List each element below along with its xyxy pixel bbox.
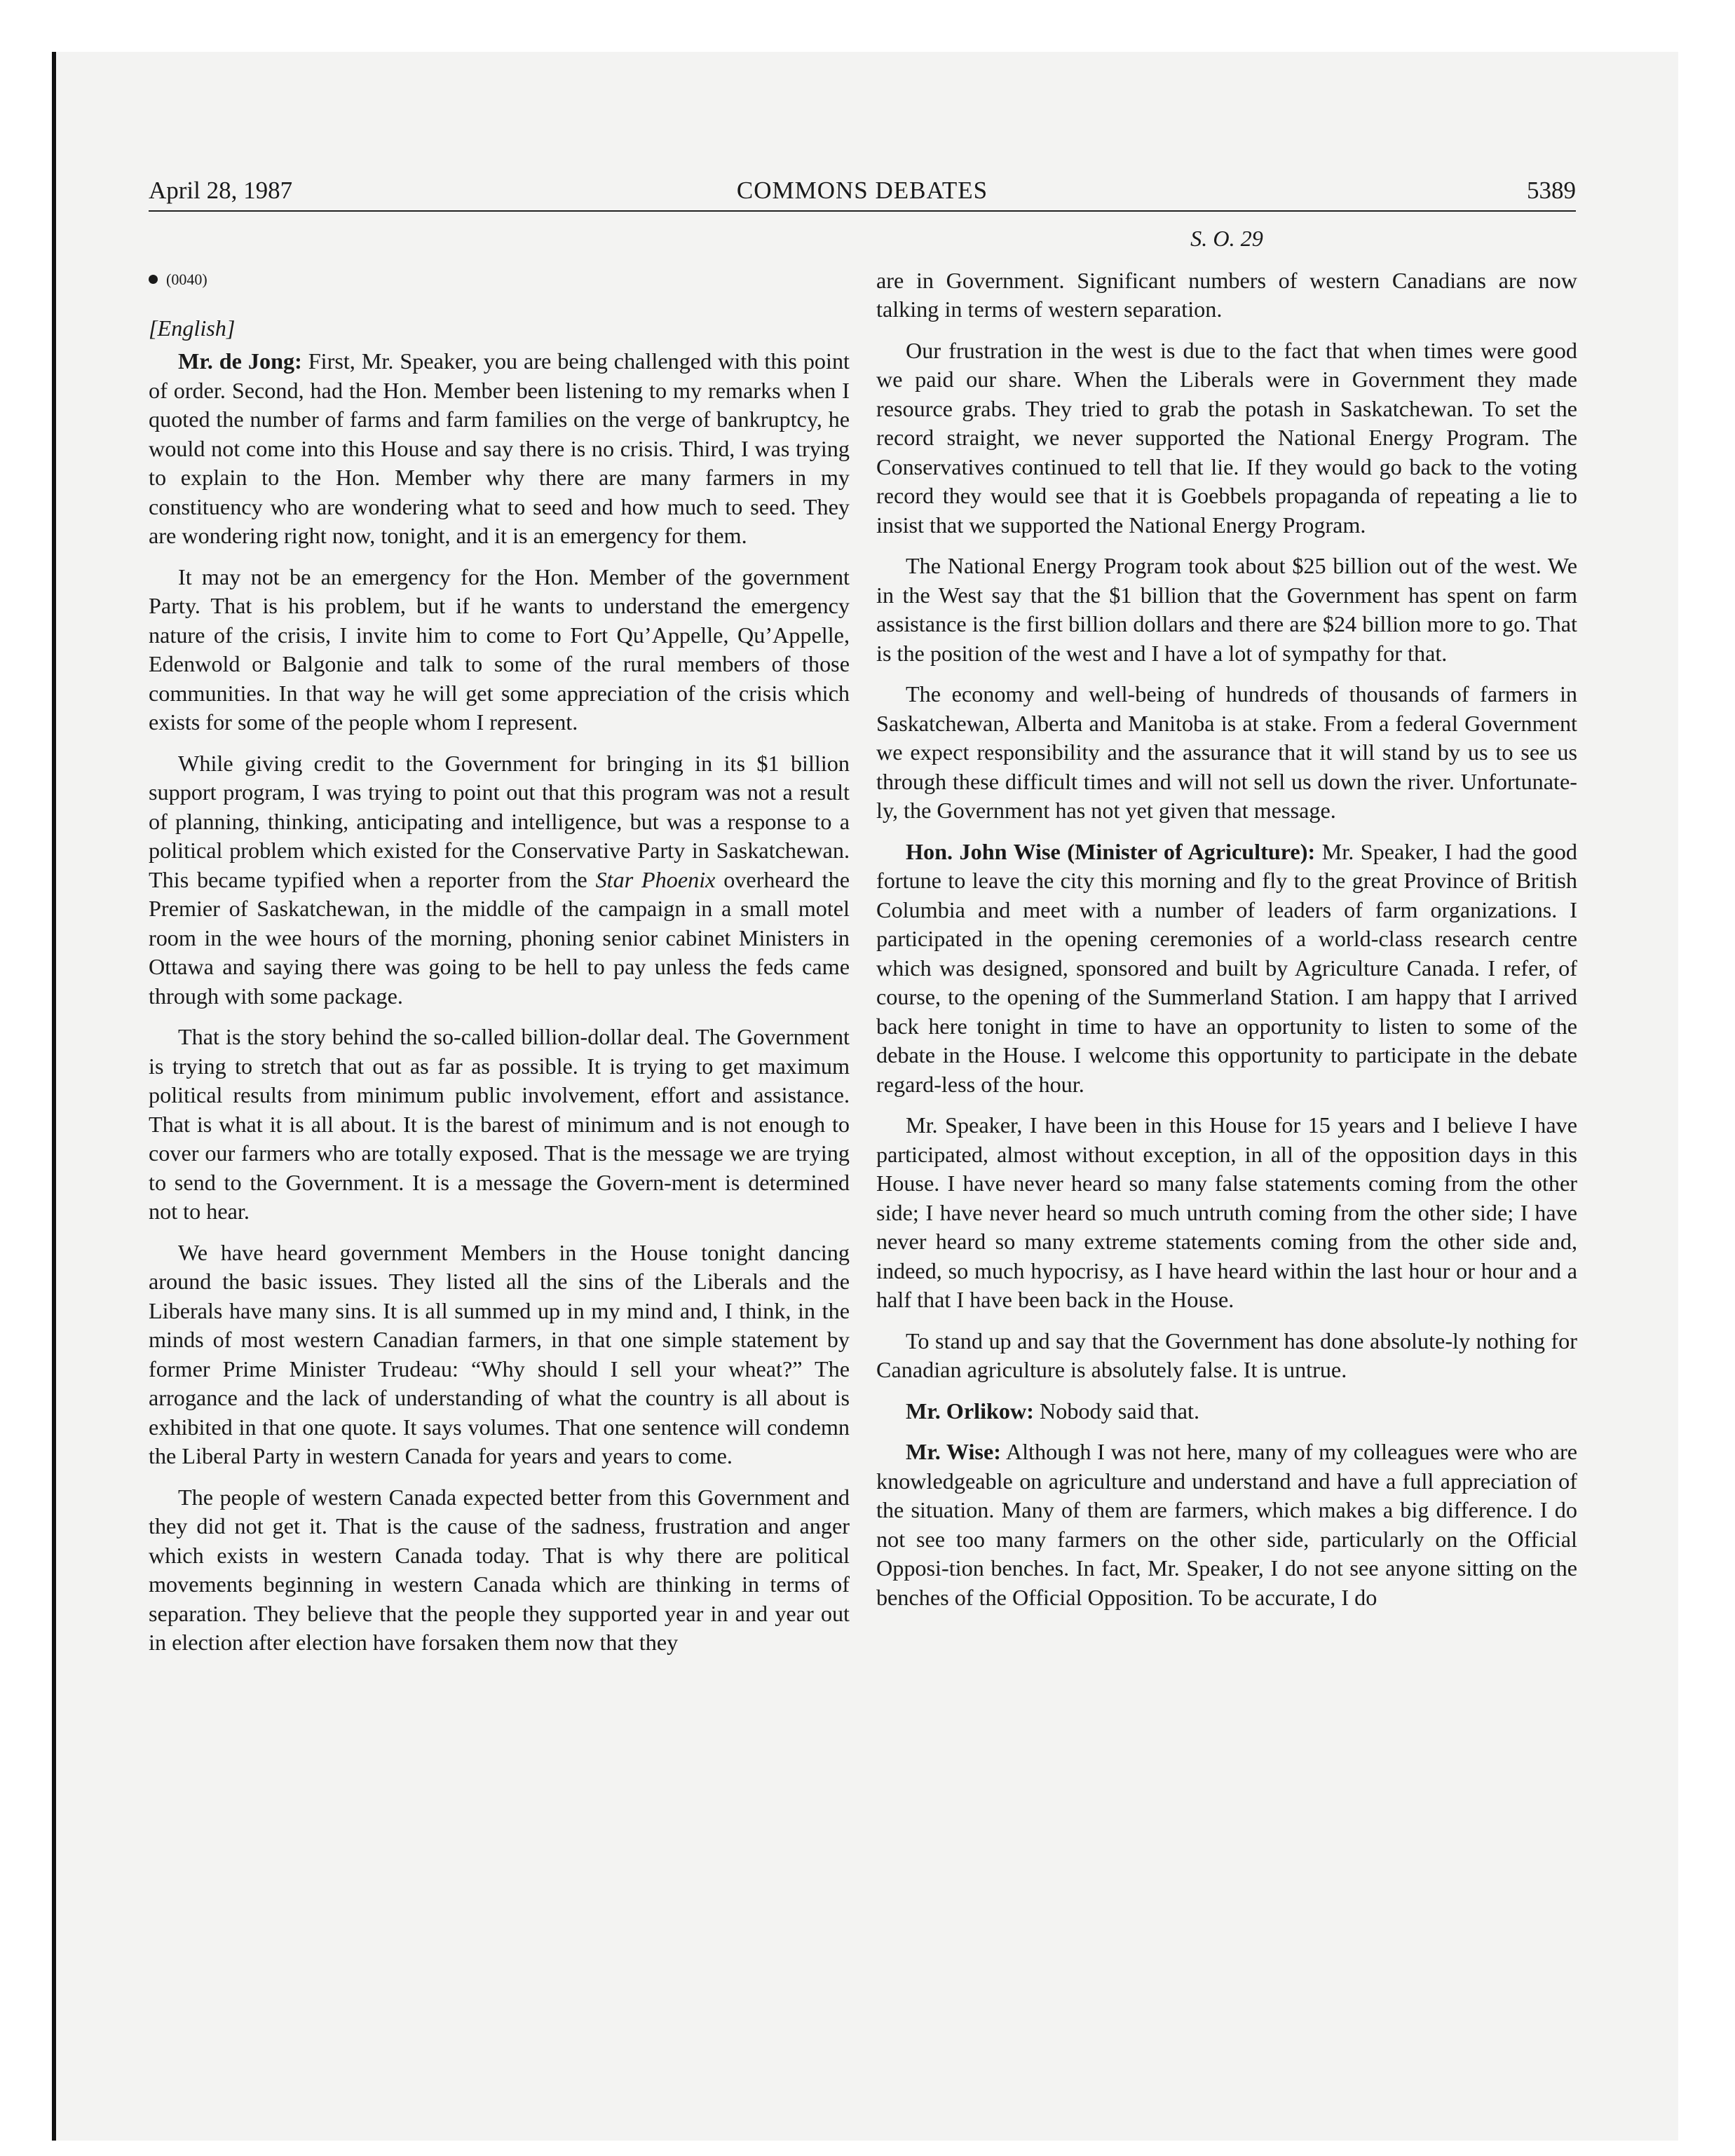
header-date: April 28, 1987 <box>149 177 293 204</box>
section-heading: S. O. 29 <box>1190 226 1263 251</box>
newspaper-name: Star Phoenix <box>595 866 716 892</box>
paragraph: The economy and well-being of hundreds of thousands of farmers in Saskatchewan, Alberta and Manitoba is at stake. From a federal Government we expect responsibility and the assurance that it will stand by us to see us through these difficult times and will not sell us down the river. Unfortunate-ly, the Government has not yet given that message. <box>876 681 1577 823</box>
paragraph-text: Although I was not here, many of my colleagues were who are knowledgeable on agriculture and understand and have a full appreciation of the situation. Many of them are farmers, which makes a big difference. I do not see too many farmers on the other side, particularly on the Official Opposi-tion benches. In fact, Mr. Speaker, I do not see anyone sitting on the benches of the Official Opposition. To be accurate, I do <box>876 1439 1577 1610</box>
paragraph <box>876 838 1577 1100</box>
paragraph-text: Nobody said that. <box>1033 1398 1199 1424</box>
right-column <box>876 224 1577 1624</box>
speaker-name: Mr. Orlikow: <box>906 1398 1034 1424</box>
page-header <box>149 175 1576 212</box>
speaker-name: Mr. Wise: <box>906 1439 1001 1464</box>
paragraph: The people of western Canada expected better from this Government and they did not get it. That is the cause of the sadness, frustration and anger which exists in western Canada today. That is why there are political movements beginning in western Canada which are thinking in terms of separation. They believe that the people they supported year in and year out in election after election have forsaken them now that they <box>149 1484 850 1655</box>
paragraph <box>876 1438 1577 1612</box>
header-title: COMMONS DEBATES <box>736 177 988 204</box>
paragraph: That is the story behind the so-called billion-dollar deal. The Government is trying to stretch that out as far as possible. It is trying to get maximum political results from minimum public involvement, effort and assistance. That is what it is all about. It is the barest of minimum and is not enough to cover our farmers who are totally exposed. That is the message we are trying to send to the Government. It is a message the Govern-ment is determined not to hear. <box>149 1024 850 1224</box>
time-marker-text: (0040) <box>166 271 207 288</box>
paragraph <box>876 1397 1577 1426</box>
paragraph: To stand up and say that the Government has done absolute-ly nothing for Canadian agriculture is absolutely false. It is untrue. <box>876 1328 1577 1382</box>
paragraph <box>149 347 850 551</box>
paragraph-text: overheard the Premier of Saskatchewan, in the middle of the campaign in a small motel room in the wee hours of the morning, phoning senior cabinet Ministers in Ottawa and saying there was going to be hell to pay unless the feds came through with some package. <box>149 866 850 1009</box>
header-page-number: 5389 <box>1527 177 1576 204</box>
paragraph <box>149 749 850 1011</box>
paragraph-text: Mr. Speaker, I had the good fortune to leave the city this morning and fly to the great Province of British Columbia and meet with a number of leaders of farm organizations. I participated in the opening ceremonies of a world-class research centre which was designed, sponsored and built by Agriculture Canada. I refer, of course, to the opening of the Summerland Station. I am happy that I arrived back here tonight in time to have an opportunity to listen to some of the debate in the House. I welcome this opportunity to participate in the debate regard-less of the hour. <box>876 838 1577 1097</box>
paragraph: Mr. Speaker, I have been in this House for 15 years and I believe I have participated, almost without exception, in all of the opposition days in this House. I have never heard so many false statements coming from the other side; I have never heard so much untruth coming from the other side; I have never heard so many extreme statements coming from the other side and, indeed, so much hypocrisy, as I have heard within the last hour or hour and a half that I have been back in the House. <box>876 1112 1577 1312</box>
paragraph: Our frustration in the west is due to the fact that when times were good we paid our share. When the Liberals were in Government they made resource grabs. They tried to grab the potash in Saskatchewan. To set the record straight, we never supported the National Energy Program. The Conservatives continued to tell that lie. If they would go back to the voting record they would see that it is Goebbels propaganda of repeating a lie to insist that we supported the National Energy Program. <box>876 337 1577 538</box>
left-column <box>149 224 850 1670</box>
paragraph: are in Government. Significant numbers of western Canadians are now talking in terms of western separation. <box>876 267 1577 322</box>
paragraph: It may not be an emergency for the Hon. Member of the government Party. That is his problem, but if he wants to understand the emergency nature of the crisis, I invite him to come to Fort Qu’Appelle, Qu’Appelle, Edenwold or Balgonie and talk to some of the rural members of those communities. In that way he will get some appreciation of the crisis which exists for some of the people whom I represent. <box>149 564 850 735</box>
time-marker <box>149 265 850 294</box>
scan-binding-edge <box>52 52 56 2141</box>
paragraph-text: First, Mr. Speaker, you are being challenged with this point of order. Second, had the Hon. Member been listening to my remarks when I quoted the number of farms and farm families on the verge of bankruptcy, he would not come into this House and say there is no crisis. Third, I was trying to explain to the Hon. Member why there are many farmers in my constituency who are wondering what to seed and how much to seed. They are wondering right now, tonight, and it is an emergency for them. <box>149 348 850 548</box>
paragraph-text: While giving credit to the Government for bringing in its $1 billion support program, I was trying to point out that this program was not a result of planning, thinking, anticipating and intelligence, but was a response to a political problem which existed for the Conservative Party in Saskatchewan. This became typified when a reporter from the <box>149 750 850 892</box>
speaker-name: Mr. de Jong: <box>178 348 302 374</box>
language-tag: [English] <box>149 315 236 341</box>
speaker-name: Hon. John Wise (Minister of Agriculture): <box>906 838 1316 864</box>
paragraph: We have heard government Members in the House tonight dancing around the basic issues. They listed all the sins of the Liberals and the Liberals have many sins. It is all summed up in my mind and, I think, in the minds of most western Canadian farmers, in that one simple statement by former Prime Minister Trudeau: “Why should I sell your wheat?” The arrogance and the lack of understanding of what the country is all about is exhibited in that one quote. It says volumes. That one sentence will condemn the Liberal Party in western Canada for years and years to come. <box>149 1239 850 1468</box>
bullet-icon <box>149 275 158 284</box>
paragraph: The National Energy Program took about $25 billion out of the west. We in the West say that the $1 billion that the Government has spent on farm assistance is the first billion dollars and there are $24 billion more to go. That is the position of the west and I have a lot of sympathy for that. <box>876 553 1577 666</box>
